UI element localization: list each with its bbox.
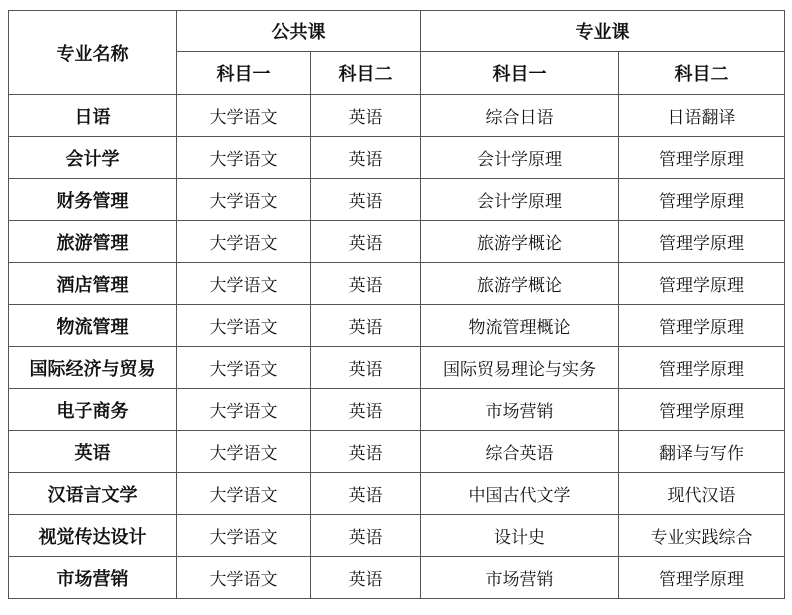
major-name-cell: 会计学 — [9, 137, 177, 179]
public-subject-2-cell: 英语 — [311, 473, 421, 515]
major-subject-1-cell: 设计史 — [421, 515, 619, 557]
table-row — [9, 263, 785, 305]
major-subject-2-cell: 管理学原理 — [619, 347, 785, 389]
major-name-header: 专业名称 — [9, 11, 177, 95]
public-subject-1-cell: 大学语文 — [177, 431, 311, 473]
major-name-cell: 英语 — [9, 431, 177, 473]
public-subject-2-cell: 英语 — [311, 557, 421, 599]
major-subject-1-cell: 会计学原理 — [421, 179, 619, 221]
major-name-cell: 日语 — [9, 95, 177, 137]
major-name-cell: 旅游管理 — [9, 221, 177, 263]
major-name-cell: 视觉传达设计 — [9, 515, 177, 557]
public-subject-2-cell: 英语 — [311, 179, 421, 221]
table-row — [9, 95, 785, 137]
public-subject-2-cell: 英语 — [311, 515, 421, 557]
major-subject-2-cell: 专业实践综合 — [619, 515, 785, 557]
public-subject-2-cell: 英语 — [311, 263, 421, 305]
major-subject-2-cell: 翻译与写作 — [619, 431, 785, 473]
public-subject-1-cell: 大学语文 — [177, 179, 311, 221]
major-name-cell: 财务管理 — [9, 179, 177, 221]
public-subject-2-cell: 英语 — [311, 95, 421, 137]
major-subject-2-cell: 现代汉语 — [619, 473, 785, 515]
major-name-cell: 国际经济与贸易 — [9, 347, 177, 389]
major-name-cell: 汉语言文学 — [9, 473, 177, 515]
public-subject-1-cell: 大学语文 — [177, 137, 311, 179]
major-subject-1-cell: 物流管理概论 — [421, 305, 619, 347]
major-subject-1-cell: 综合日语 — [421, 95, 619, 137]
major-subject-2-cell: 管理学原理 — [619, 557, 785, 599]
public-subject-1-cell: 大学语文 — [177, 305, 311, 347]
major-subject-2-cell: 管理学原理 — [619, 305, 785, 347]
major-subject-2-cell: 日语翻译 — [619, 95, 785, 137]
table-row — [9, 515, 785, 557]
table-row — [9, 347, 785, 389]
major-subject-1-cell: 市场营销 — [421, 389, 619, 431]
table-row — [9, 431, 785, 473]
major-subject-2-cell: 管理学原理 — [619, 389, 785, 431]
table-row — [9, 179, 785, 221]
exam-subjects-table — [8, 10, 785, 599]
table-row — [9, 305, 785, 347]
major-subject-1-cell: 综合英语 — [421, 431, 619, 473]
major-subject-1-header: 科目一 — [421, 52, 619, 95]
public-subject-2-cell: 英语 — [311, 305, 421, 347]
major-subject-1-cell: 中国古代文学 — [421, 473, 619, 515]
table-row — [9, 137, 785, 179]
major-subject-1-cell: 旅游学概论 — [421, 221, 619, 263]
public-subject-2-cell: 英语 — [311, 347, 421, 389]
major-subject-1-cell: 国际贸易理论与实务 — [421, 347, 619, 389]
public-subject-1-cell: 大学语文 — [177, 557, 311, 599]
public-subject-1-cell: 大学语文 — [177, 347, 311, 389]
public-subject-2-header: 科目二 — [311, 52, 421, 95]
public-subject-1-header: 科目一 — [177, 52, 311, 95]
public-subject-1-cell: 大学语文 — [177, 263, 311, 305]
major-name-cell: 酒店管理 — [9, 263, 177, 305]
major-subject-2-cell: 管理学原理 — [619, 179, 785, 221]
public-subject-2-cell: 英语 — [311, 431, 421, 473]
public-subject-1-cell: 大学语文 — [177, 473, 311, 515]
public-subject-2-cell: 英语 — [311, 389, 421, 431]
major-course-header: 专业课 — [421, 11, 785, 52]
public-subject-2-cell: 英语 — [311, 221, 421, 263]
table-row — [9, 473, 785, 515]
major-subject-2-cell: 管理学原理 — [619, 221, 785, 263]
major-subject-2-cell: 管理学原理 — [619, 137, 785, 179]
major-subject-2-cell: 管理学原理 — [619, 263, 785, 305]
public-course-header: 公共课 — [177, 11, 421, 52]
public-subject-2-cell: 英语 — [311, 137, 421, 179]
major-name-cell: 电子商务 — [9, 389, 177, 431]
table-row — [9, 389, 785, 431]
table-row — [9, 221, 785, 263]
public-subject-1-cell: 大学语文 — [177, 95, 311, 137]
public-subject-1-cell: 大学语文 — [177, 515, 311, 557]
public-subject-1-cell: 大学语文 — [177, 389, 311, 431]
major-subject-1-cell: 旅游学概论 — [421, 263, 619, 305]
table-row — [9, 557, 785, 599]
major-name-cell: 市场营销 — [9, 557, 177, 599]
public-subject-1-cell: 大学语文 — [177, 221, 311, 263]
major-subject-1-cell: 市场营销 — [421, 557, 619, 599]
major-name-cell: 物流管理 — [9, 305, 177, 347]
major-subject-2-header: 科目二 — [619, 52, 785, 95]
header-row-groups — [9, 11, 785, 52]
major-subject-1-cell: 会计学原理 — [421, 137, 619, 179]
